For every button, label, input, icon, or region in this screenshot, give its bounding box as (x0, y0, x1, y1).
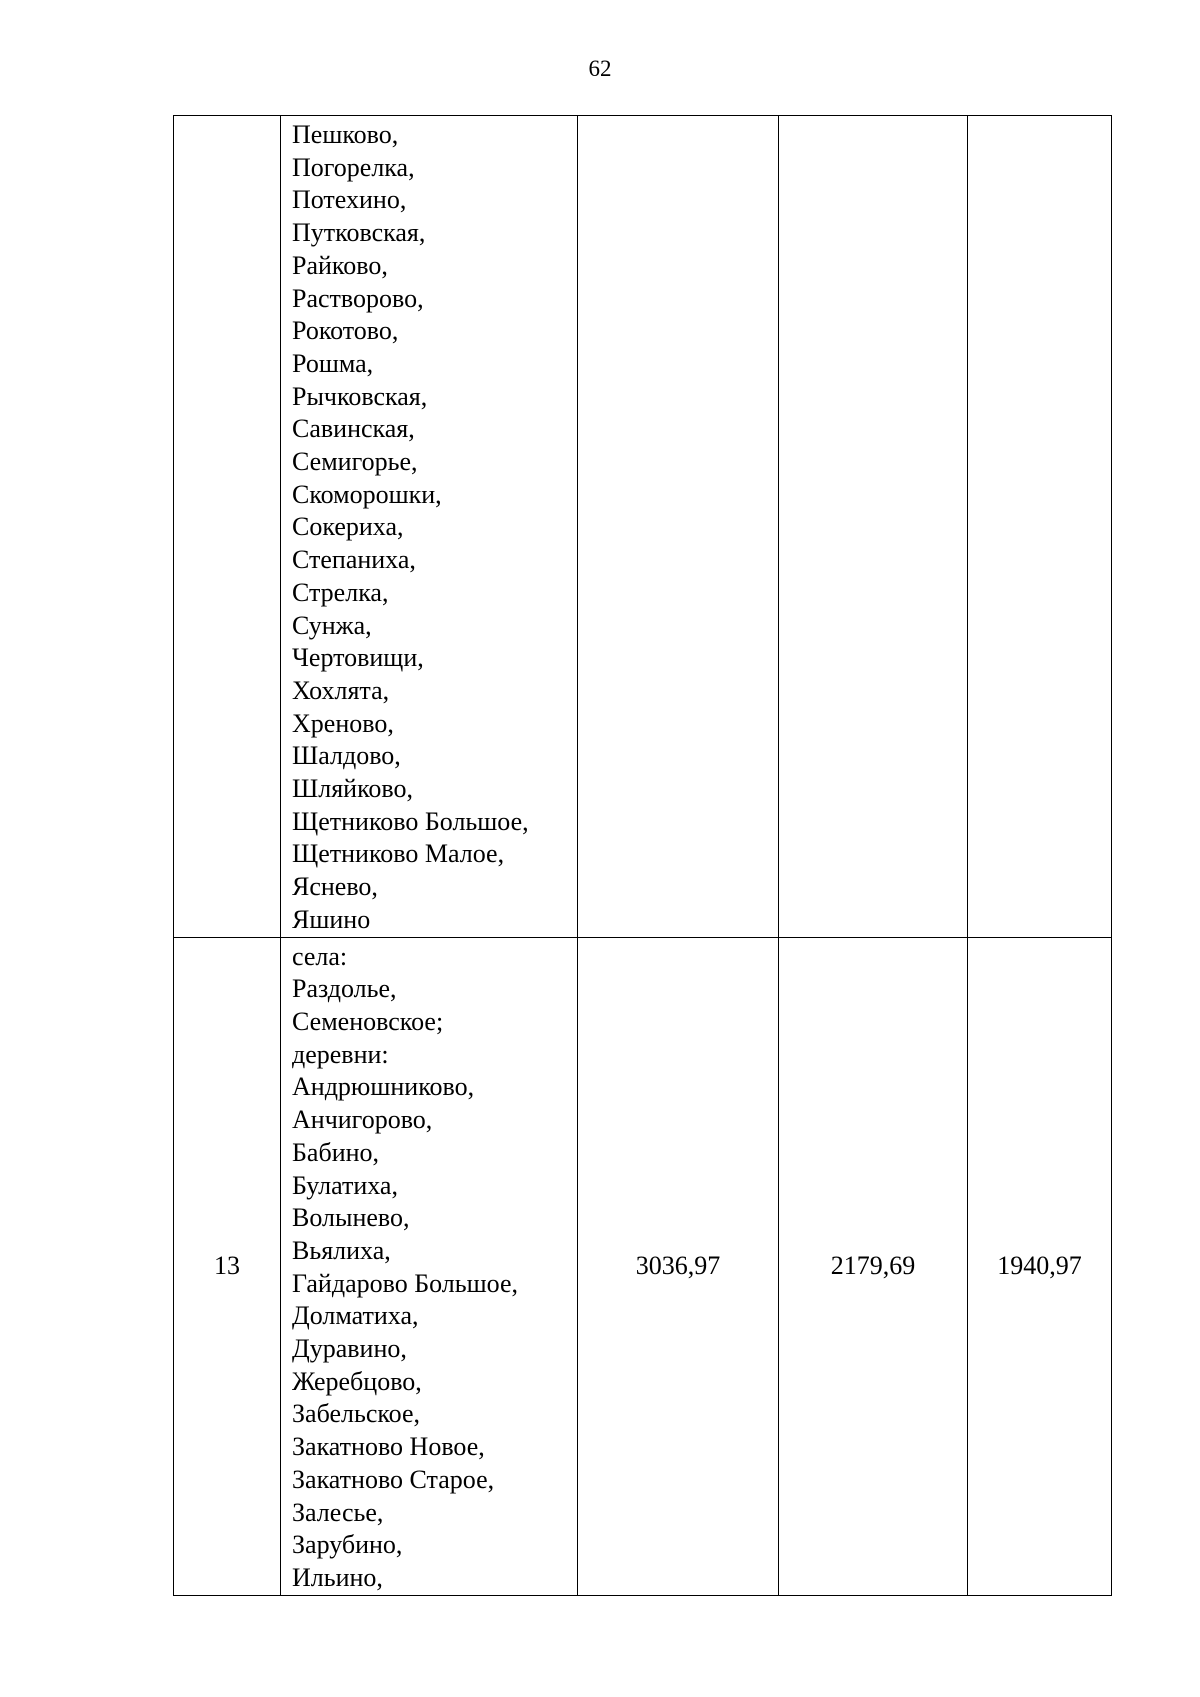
settlement-name: Долматиха, (292, 1301, 419, 1331)
settlements-cell (281, 116, 578, 938)
settlement-name: Залесье, (292, 1497, 384, 1527)
settlement-name: Закатново Старое, (292, 1464, 495, 1494)
settlement-name: Савинская, (292, 414, 415, 444)
settlement-name: Шалдово, (292, 741, 401, 771)
settlement-name: деревни: (292, 1039, 389, 1069)
settlement-name: Погорелка, (292, 152, 415, 182)
settlement-name: Зарубино, (292, 1530, 403, 1560)
value-cell-1 (578, 116, 779, 938)
settlement-name: Жеребцово, (292, 1366, 422, 1396)
settlement-name: Щетниково Малое, (292, 839, 505, 869)
settlement-name: Гайдарово Большое, (292, 1268, 519, 1298)
settlements-cell (281, 937, 578, 1595)
settlement-name: Волынево, (292, 1203, 410, 1233)
settlement-name: Сунжа, (292, 610, 372, 640)
settlement-name: Ильино, (292, 1562, 383, 1592)
page-number: 62 (588, 56, 612, 81)
row-number-cell (174, 116, 281, 938)
settlement-name: Щетниково Большое, (292, 806, 529, 836)
settlement-name: Путковская, (292, 218, 426, 248)
value-cell-2 (779, 116, 968, 938)
settlement-name: Бабино, (292, 1137, 380, 1167)
settlement-name: Пешково, (292, 120, 399, 149)
row-number-cell: 13 (174, 937, 281, 1595)
settlement-name: Рошма, (292, 348, 374, 378)
settlement-name: Хреново, (292, 708, 394, 738)
settlement-name: Раздолье, (292, 974, 397, 1004)
settlement-name: Стрелка, (292, 577, 389, 607)
settlement-name: Яснево, (292, 872, 378, 902)
settlement-name: Яшино (292, 904, 371, 934)
settlement-name: Рокотово, (292, 316, 399, 346)
settlements-list (281, 116, 577, 937)
settlement-name: Потехино, (292, 185, 407, 215)
settlement-name: Рычковская, (292, 381, 428, 411)
data-table (173, 115, 1112, 1596)
settlement-name: Закатново Новое, (292, 1432, 485, 1462)
value-cell-2: 2179,69 (779, 937, 968, 1595)
settlement-name: Степаниха, (292, 545, 416, 575)
settlement-name: Шляйково, (292, 774, 413, 804)
settlement-name: Скоморошки, (292, 479, 442, 509)
table-row (174, 116, 1112, 938)
settlement-name: Анчигорово, (292, 1105, 433, 1135)
value-cell-3 (968, 116, 1112, 938)
settlement-name: Сокериха, (292, 512, 404, 542)
settlement-name: Чертовищи, (292, 643, 424, 673)
settlements-list (281, 938, 577, 1595)
table-row (174, 937, 1112, 1595)
settlement-name: Дуравино, (292, 1334, 407, 1364)
settlement-name: Булатиха, (292, 1170, 398, 1200)
settlement-name: Забельское, (292, 1399, 421, 1429)
settlement-name: села: (292, 941, 348, 971)
settlement-name: Хохлята, (292, 675, 390, 705)
settlement-name: Семигорье, (292, 447, 418, 477)
settlement-name: Андрюшниково, (292, 1072, 475, 1102)
settlement-name: Райково, (292, 250, 388, 280)
settlement-name: Вьялиха, (292, 1235, 391, 1265)
settlement-name: Растворово, (292, 283, 424, 313)
value-cell-3: 1940,97 (968, 937, 1112, 1595)
settlement-name: Семеновское; (292, 1006, 444, 1036)
value-cell-1: 3036,97 (578, 937, 779, 1595)
